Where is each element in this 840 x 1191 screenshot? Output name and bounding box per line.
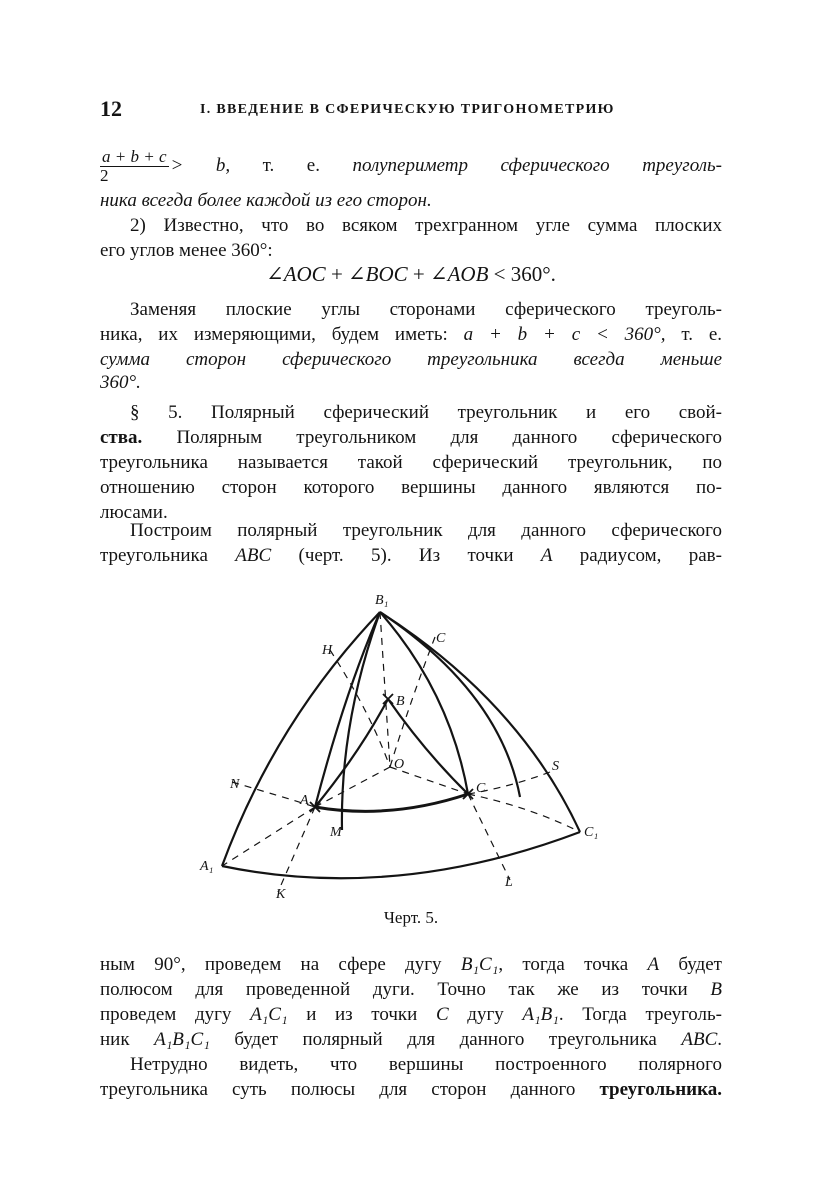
dash-n-c1 bbox=[232, 782, 580, 832]
paragraph-final-line3 bbox=[100, 1002, 722, 1027]
section-5-line4: отношению сторон которого вершины данного являются по- bbox=[100, 477, 722, 498]
sides-text: ника, их измеряющими, будем иметь: bbox=[100, 324, 464, 345]
angle-symbol: ∠ bbox=[429, 262, 448, 286]
fraction-denominator: 2 bbox=[100, 166, 109, 185]
cross-b bbox=[383, 694, 393, 704]
page-number: 12 bbox=[100, 96, 122, 121]
paragraph-final-line2 bbox=[100, 977, 722, 1002]
arc-b1-m bbox=[342, 612, 380, 830]
final-text: будет полярный для данного треугольника bbox=[209, 1029, 682, 1050]
triangle-abc: ABC bbox=[681, 1029, 718, 1050]
label-m: M bbox=[330, 825, 342, 840]
paragraph-construct-line1: Построим полярный треугольник для данного сферического bbox=[130, 520, 722, 541]
final-text: дугу bbox=[448, 1004, 523, 1025]
arc-a1b1 bbox=[222, 612, 380, 866]
label-c: C bbox=[476, 781, 486, 796]
final-text: будет bbox=[659, 954, 722, 975]
final-text: ник bbox=[100, 1029, 155, 1050]
angle-aoc: AOC bbox=[283, 262, 326, 286]
arc-b1c1 bbox=[380, 612, 580, 832]
final-text: . bbox=[717, 1029, 722, 1050]
point-c: C bbox=[435, 1004, 449, 1025]
dash-a-left bbox=[222, 807, 315, 866]
construct-text-b: (черт. 5). Из точки bbox=[271, 545, 541, 566]
final-text: . Тогда треуголь- bbox=[558, 1004, 722, 1025]
angle-boc: BOC bbox=[365, 262, 408, 286]
label-h: H bbox=[322, 643, 333, 658]
final-text: , тогда точка bbox=[498, 954, 648, 975]
construct-text-c: радиусом, рав- bbox=[552, 545, 722, 566]
dash-a-k bbox=[278, 807, 315, 892]
final-text: ным 90°, проведем на сфере дугу bbox=[100, 954, 461, 975]
paragraph-construct-line2 bbox=[100, 543, 722, 568]
final-text: треугольника суть полюсы для сторон данного bbox=[100, 1079, 600, 1100]
paragraph-sides-line2 bbox=[100, 322, 722, 347]
arc-a-c bbox=[315, 794, 468, 811]
section-5-line2 bbox=[100, 425, 722, 450]
angle-limit: 360°. bbox=[510, 262, 556, 286]
angle-symbol: ∠ bbox=[348, 262, 366, 286]
fraction-numerator: a + b + c bbox=[102, 147, 167, 166]
label-c1: C₁ bbox=[584, 825, 599, 840]
final-text-bold: треугольника. bbox=[599, 1079, 722, 1100]
point-b: B bbox=[710, 979, 722, 1000]
label-l: L bbox=[505, 875, 513, 890]
label-o: O bbox=[394, 757, 405, 772]
running-title: I. ВВЕДЕНИЕ В СФЕРИЧЕСКУЮ ТРИГОНОМЕТРИЮ bbox=[200, 102, 615, 117]
label-k: K bbox=[276, 887, 286, 902]
label-b: B bbox=[396, 694, 405, 709]
figure-caption: Черт. 5. bbox=[383, 908, 439, 927]
triangle-a1b1c1: A₁B₁C₁ bbox=[154, 1029, 210, 1050]
final-text: полюсом для проведенной дуги. Точно так же из точки bbox=[100, 979, 711, 1000]
point-a: A bbox=[647, 954, 660, 975]
angle-sum-formula bbox=[100, 262, 722, 287]
final-text: проведем дугу bbox=[100, 1004, 251, 1025]
label-s: S bbox=[552, 759, 559, 774]
less-than: < bbox=[488, 262, 511, 286]
plus-sign: + bbox=[407, 262, 430, 286]
label-a: A bbox=[300, 793, 309, 808]
section-5-heading-end: ства. bbox=[100, 427, 143, 448]
perimeter-statement-b: ника всегда более каждой из его сторон. bbox=[100, 190, 432, 211]
polar-definition: Полярным треугольником для данного сферического bbox=[142, 427, 722, 448]
section-5-line5: люсами. bbox=[100, 502, 168, 523]
sides-inequality: a + b + c < 360°, bbox=[463, 324, 666, 345]
arc-a1c1-label: A₁C₁ bbox=[250, 1004, 288, 1025]
page-header bbox=[100, 96, 720, 126]
arc-b1c1-label: B₁C₁ bbox=[460, 954, 499, 975]
section-5-line3: треугольника называется такой сферический треугольник, по bbox=[100, 452, 722, 473]
fraction bbox=[100, 148, 169, 185]
paragraph-perimeter-line1 bbox=[100, 148, 722, 185]
paragraph-trihedral-line1: 2) Известно, что во всяком трехгранном угле сумма плоских bbox=[130, 215, 722, 236]
paragraph-trihedral-line2: его углов менее 360°: bbox=[100, 240, 273, 261]
angle-symbol: ∠ bbox=[266, 262, 284, 286]
paragraph-final-line4 bbox=[100, 1027, 722, 1052]
sides-statement-end: 360°. bbox=[100, 372, 141, 393]
dash-c-l bbox=[468, 794, 510, 880]
arc-a1b1-label: A₁B₁ bbox=[522, 1004, 559, 1025]
label-n: N bbox=[230, 777, 240, 792]
plus-sign: + bbox=[325, 262, 349, 286]
construct-text-a: треугольника bbox=[100, 545, 236, 566]
dash-o-a bbox=[315, 767, 390, 807]
paragraph-final-line5: Нетрудно видеть, что вершины построенного полярного bbox=[130, 1054, 722, 1075]
spherical-triangle-diagram bbox=[180, 582, 640, 912]
paragraph-final-line1 bbox=[100, 952, 722, 977]
arc-a1c1 bbox=[222, 832, 580, 878]
point-a: A bbox=[540, 545, 553, 566]
fraction-relation: > b, bbox=[170, 154, 231, 176]
dash-b1-o bbox=[380, 612, 390, 767]
label-a1: A₁ bbox=[200, 859, 214, 874]
paragraph-sides-line1: Заменяя плоские углы сторонами сферического треуголь- bbox=[130, 299, 722, 320]
perimeter-statement-a: полупериметр сферического треуголь- bbox=[352, 154, 722, 176]
triangle-abc: ABC bbox=[235, 545, 272, 566]
angle-aob: AOB bbox=[447, 262, 489, 286]
sides-statement: сумма сторон сферического треугольника всегда меньше bbox=[100, 349, 722, 370]
label-b1: B₁ bbox=[375, 593, 389, 608]
te-abbrev: т. е. bbox=[230, 154, 353, 176]
dash-h-o bbox=[330, 650, 390, 767]
final-text: и из точки bbox=[287, 1004, 436, 1025]
label-c-top: C bbox=[436, 631, 446, 646]
te-abbrev: т. е. bbox=[665, 324, 723, 345]
section-5-heading: § 5. Полярный сферический треугольник и его свой- bbox=[130, 402, 722, 423]
paragraph-final-line6 bbox=[100, 1077, 722, 1102]
